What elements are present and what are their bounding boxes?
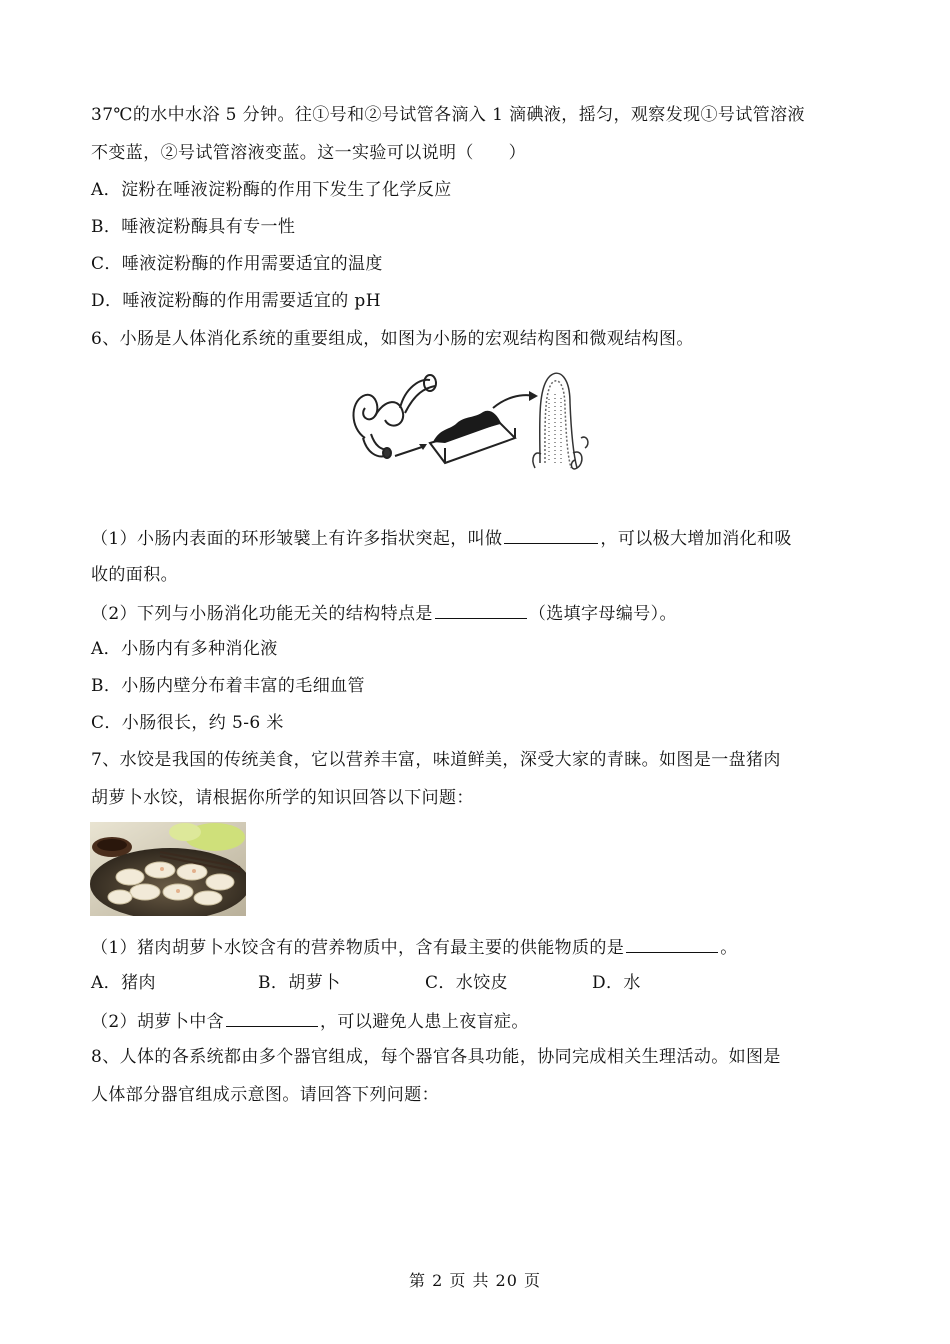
q7-stem-line2: 胡萝卜水饺，请根据你所学的知识回答以下问题： — [91, 788, 474, 808]
q6-option-c: C．小肠很长，约 5-6 米 — [91, 713, 284, 733]
small-intestine-figure — [345, 368, 595, 473]
q7-options-line — [91, 971, 641, 995]
small-intestine-illustration — [345, 368, 595, 473]
q5-option-a: A．淀粉在唾液淀粉酶的作用下发生了化学反应 — [91, 180, 452, 200]
q6-sub2-text-b: （选填字母编号）。 — [528, 604, 677, 624]
q5-option-c: C．唾液淀粉酶的作用需要适宜的温度 — [91, 254, 383, 274]
q6-option-a: A．小肠内有多种消化液 — [91, 639, 278, 659]
q6-stem: 6、小肠是人体消化系统的重要组成，如图为小肠的宏观结构图和微观结构图。 — [91, 329, 694, 349]
q6-sub2-text-a: （2）下列与小肠消化功能无关的结构特点是 — [91, 604, 433, 624]
q7-sub1-answer-blank[interactable] — [626, 934, 718, 953]
q7-sub1-text-a: （1）猪肉胡萝卜水饺含有的营养物质中，含有最主要的供能物质的是 — [91, 938, 625, 958]
q6-option-b: B．小肠内壁分布着丰富的毛细血管 — [91, 676, 365, 696]
q5-option-d: D．唾液淀粉酶的作用需要适宜的 pH — [91, 291, 381, 311]
q7-sub2-text-a: （2）胡萝卜中含 — [91, 1012, 225, 1032]
q7-sub2-answer-blank[interactable] — [226, 1008, 318, 1027]
q6-sub1-line1 — [91, 525, 792, 551]
q7-sub2-text-b: ，可以避免人患上夜盲症。 — [320, 1012, 529, 1032]
q6-sub1-answer-blank[interactable] — [504, 525, 598, 544]
q7-sub2-line — [91, 1008, 529, 1034]
q6-sub1-text-a: （1）小肠内表面的环形皱襞上有许多指状突起，叫做 — [91, 529, 503, 549]
q5-text-line2: 不变蓝，②号试管溶液变蓝。这一实验可以说明（ ） — [91, 143, 526, 163]
q6-sub2-line — [91, 600, 677, 626]
q5-text-line1: 37℃的水中水浴 5 分钟。往①号和②号试管各滴入 1 滴碘液，摇匀，观察发现①号试管溶液 — [91, 105, 805, 125]
q7-option-a: A．猪肉 — [91, 973, 156, 993]
q5-option-b: B．唾液淀粉酶具有专一性 — [91, 217, 296, 237]
q7-stem-line1: 7、水饺是我国的传统美食，它以营养丰富，味道鲜美，深受大家的青睐。如图是一盘猪肉 — [91, 750, 781, 770]
q6-sub1-line2: 收的面积。 — [91, 565, 178, 585]
q8-stem-line2: 人体部分器官组成示意图。请回答下列问题： — [91, 1085, 439, 1105]
dumplings-photo — [90, 822, 246, 916]
dumplings-plate-image — [90, 822, 246, 916]
q6-sub1-text-b: ，可以极大增加消化和吸 — [600, 529, 792, 549]
q7-sub1-text-b: 。 — [720, 938, 738, 958]
page-number-footer: 第 2 页 共 20 页 — [409, 1271, 541, 1290]
q8-stem-line1: 8、人体的各系统都由多个器官组成，每个器官各具功能，协同完成相关生理活动。如图是 — [91, 1047, 781, 1067]
q7-sub1-line — [91, 934, 738, 960]
q7-option-b: B．胡萝卜 — [258, 973, 341, 993]
q6-sub2-answer-blank[interactable] — [435, 600, 527, 619]
q7-option-c: C．水饺皮 — [425, 973, 509, 993]
q7-option-d: D．水 — [592, 973, 641, 993]
